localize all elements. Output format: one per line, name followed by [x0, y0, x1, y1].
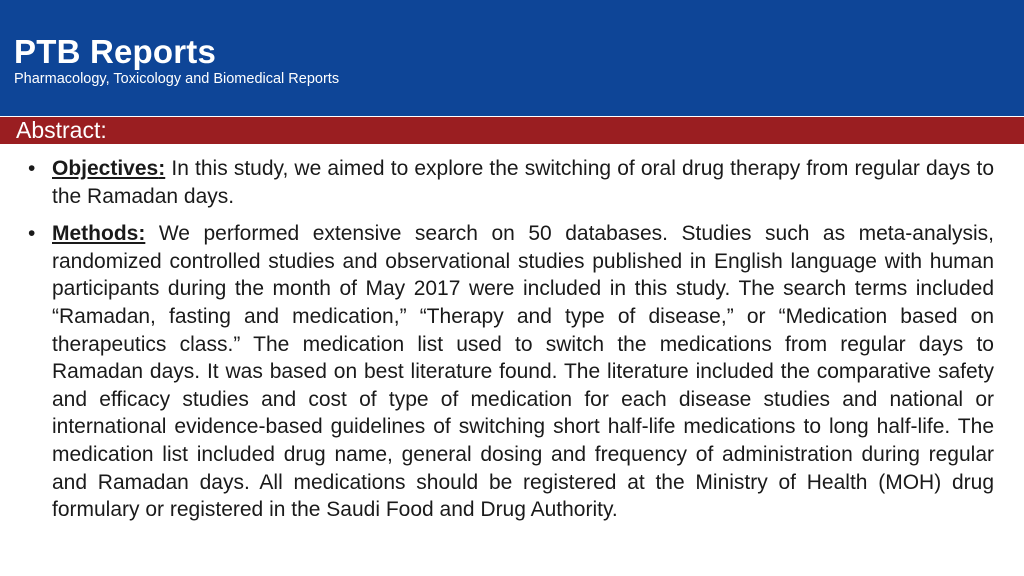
journal-subtitle: Pharmacology, Toxicology and Biomedical Reports — [14, 71, 340, 87]
journal-header — [0, 0, 1024, 116]
section-title: Abstract: — [16, 117, 107, 143]
journal-title: PTB Reports — [14, 33, 217, 70]
section-header-bar — [0, 117, 1024, 144]
objectives-label — [52, 157, 165, 180]
bullet-icon: • — [28, 222, 36, 246]
bullet-icon: • — [28, 157, 36, 180]
methods-text: We performed extensive search on 50 databases. Studies such as meta-analysis, randomized controlled studies and observational studies published in English language with human participants during the month of May 2017 were included in this study. The search terms included “Ramadan, fasting and medication,” “Therapy and type of disease,” or “Medication based on therapeutics class.” The medication list used to switch the medications from regular days to Ramadan days. It was based on best literature found. The literature included the comparative safety and efficacy studies and cost of type of medication for each disease studies and national or international evidence-based guidelines of switching short half-life medications to long half-life. The medication list included drug name, general dosing and frequency of administration during regular and Ramadan days. All medications should be registered at the Ministry of Health (MOH) drug formulary or registered in the Saudi Food and Drug Authority. — [52, 222, 994, 522]
objectives-text: In this study, we aimed to explore the switching of oral drug therapy from regular days to the Ramadan days. — [52, 157, 994, 208]
objectives-label-text: Objectives — [52, 157, 159, 180]
list-item-methods — [28, 220, 994, 524]
list-item-objectives — [28, 155, 994, 210]
objectives-label-colon: : — [158, 157, 166, 180]
methods-label: Methods: — [52, 222, 146, 246]
abstract-content — [28, 155, 994, 534]
